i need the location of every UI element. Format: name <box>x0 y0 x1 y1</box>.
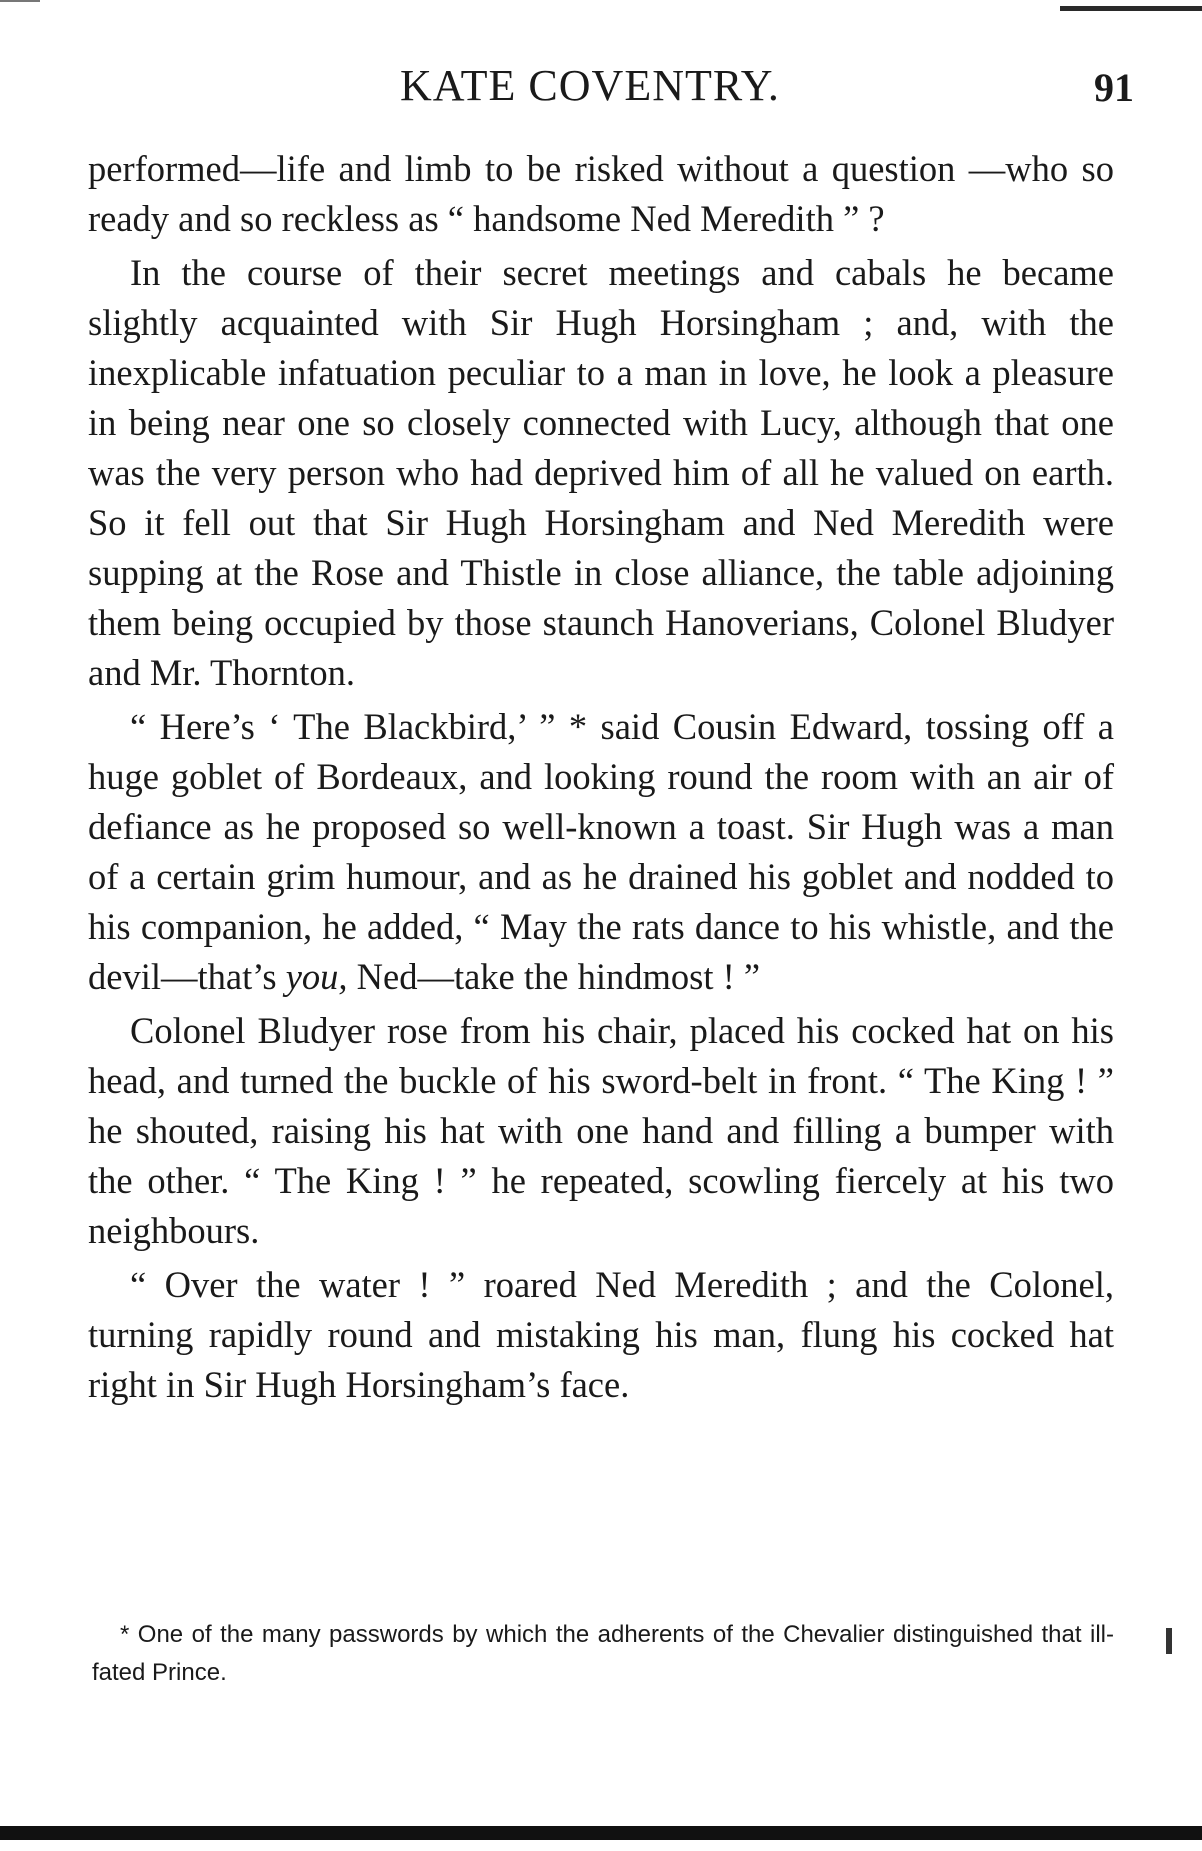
paragraph-1-text: performed—life and limb to be risked without a question —who so ready and so reckless as “ handsome Ned Meredith ” ? <box>88 148 1114 239</box>
paragraph-5 <box>88 1260 1114 1410</box>
paragraph-5-text: “ Over the water ! ” roared Ned Meredith ; and the Colonel, turning rapidly round and mistaking his man, flung his cocked hat right in Sir Hugh Horsingham’s face. <box>88 1264 1114 1405</box>
paragraph-4 <box>88 1006 1114 1256</box>
paragraph-1 <box>88 144 1114 244</box>
top-edge-rule <box>1060 6 1202 11</box>
paragraph-2 <box>88 248 1114 698</box>
bottom-edge-rule <box>0 1826 1202 1840</box>
top-edge-mark <box>0 0 40 2</box>
margin-mark <box>1166 1628 1172 1654</box>
page-number: 91 <box>1094 65 1134 110</box>
body-text <box>88 144 1114 1410</box>
running-title: KATE COVENTRY. <box>400 61 780 110</box>
footnote <box>92 1616 1114 1692</box>
paragraph-2-text: In the course of their secret meetings and cabals he became slightly acquainted with Sir Hugh Horsingham ; and, with the inexplicable infatuation peculiar to a man in love, he look a pleasure in being near one so closely connected with Lucy, although that one was the very person who had deprived him of all he valued on earth. So it fell out that Sir Hugh Horsingham and Ned Meredith were supping at the Rose and Thistle in close alliance, the table adjoining them being occupied by those staunch Hanoverians, Colonel Bludyer and Mr. Thornton. <box>88 252 1114 693</box>
footnote-text: * One of the many passwords by which the adherents of the Chevalier distinguished that ill-fated Prince. <box>92 1621 1114 1686</box>
running-head <box>0 58 1202 114</box>
paragraph-4-text: Colonel Bludyer rose from his chair, placed his cocked hat on his head, and turned the buckle of his sword-belt in front. “ The King ! ” he shouted, raising his hat with one hand and filling a bumper with the other. “ The King ! ” he repeated, scowling fiercely at his two neighbours. <box>88 1010 1114 1251</box>
paragraph-3-text-end: Ned—take the hindmost ! ” <box>347 956 761 997</box>
paragraph-3-italic: you, <box>285 956 348 997</box>
paragraph-3 <box>88 702 1114 1002</box>
paragraph-3-text-start: “ Here’s ‘ The Blackbird,’ ” * said Cousin Edward, tossing off a huge goblet of Bordeaux, and looking round the room with an air of defiance as he proposed so well-known a toast. Sir Hugh was a man of a certain grim humour, and as he drained his goblet and nodded to his companion, he added, “ May the rats dance to his whistle, and the devil—that’s <box>88 706 1114 997</box>
